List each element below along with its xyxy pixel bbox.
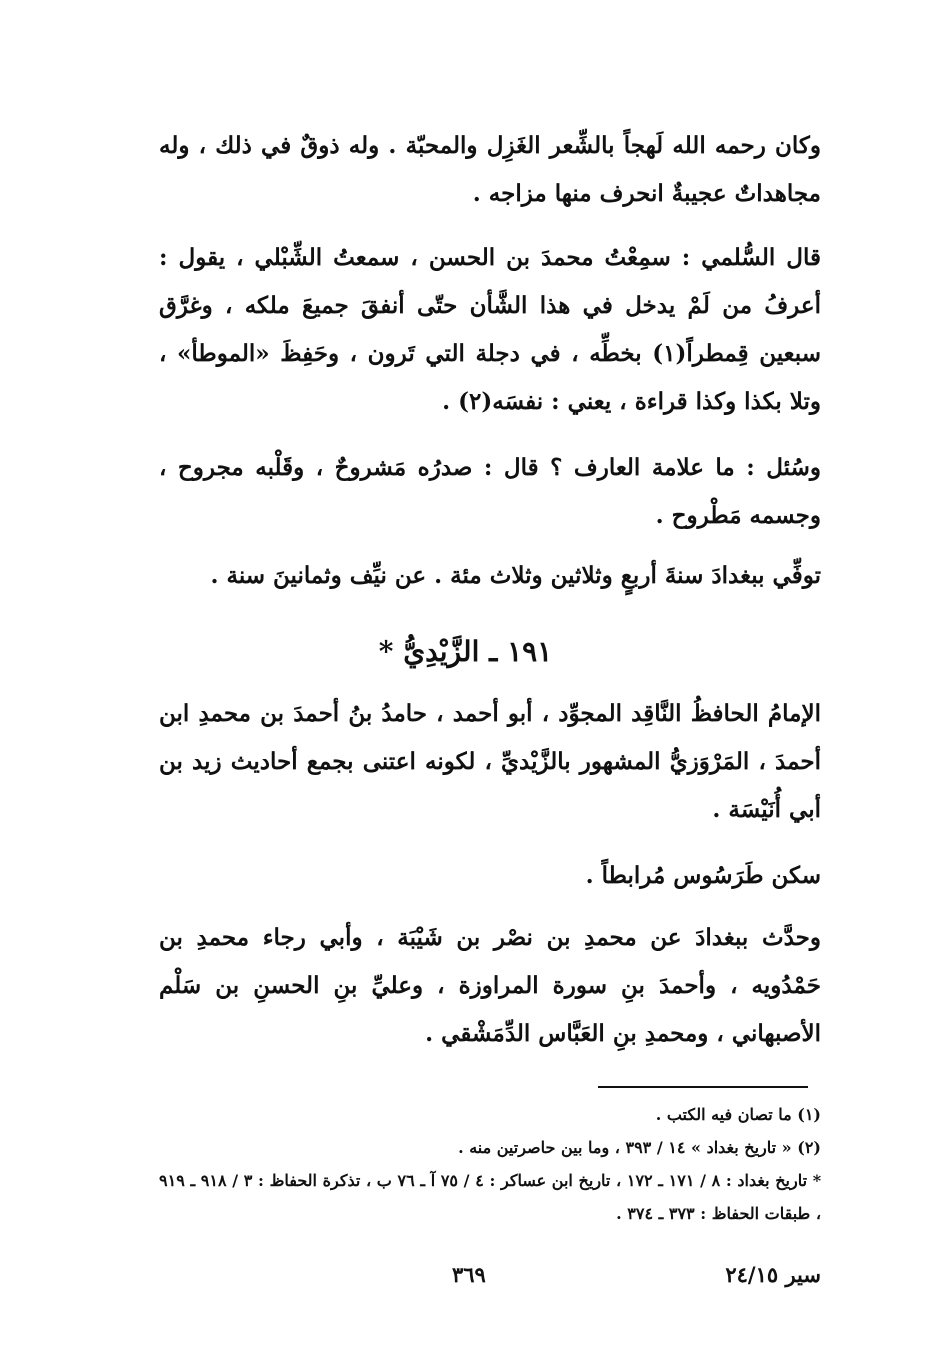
- footnote-1: (١) ما تصان فيه الكتب .: [655, 1105, 821, 1124]
- footnote-source: * تاريخ بغداد : ٨ / ١٧١ ـ ١٧٢ ، تاريخ ابن عساكر : ٤ / ٧٥ آ ـ ٧٦ ب ، تذكرة الحفاظ : ٣ / ٩١٨ ـ ٩١٩ ، طبقات الحفاظ : ٣٧٣ ـ ٣٧٤ .: [159, 1171, 822, 1223]
- page-number: ٣٦٩: [452, 1262, 486, 1287]
- paragraph-6: سكن طَرَسُوس مُرابطاً .: [585, 862, 821, 889]
- paragraph-4: توفِّي ببغدادَ سنةَ أربعٍ وثلاثين وثلاث مئة . عن نيِّف وثمانينَ سنة .: [210, 562, 821, 589]
- footnote-separator: [598, 1086, 808, 1088]
- paragraph-1: وكان رحمه الله لَهجاً بالشِّعر الغَزِل والمحبّة . وله ذوقٌ في ذلك ، وله مجاهداتٌ عجيبةٌ انحرف منها مزاجه .: [159, 132, 821, 207]
- paragraph-2: قال السُّلمي : سمِعْتُ محمدَ بن الحسن ، سمعتُ الشِّبْلي ، يقول : أعرفُ من لَمْ يدخل في هذا الشَّأن حتّى أنفقَ جميعَ ملكه ، وغرَّق سبعين قِمطراً(١) بخطِّه ، في دجلة التي تَرون ، وحَفِظَ «الموطأ» ، وتلا بكذا وكذا قراءة ، يعني : نفسَه(٢) .: [159, 244, 821, 415]
- volume-reference: سير ٢٤/١٥: [725, 1262, 821, 1287]
- entry-heading: ١٩١ ـ الزَّيْدِيُّ *: [378, 635, 553, 668]
- footnote-2: (٢) « تاريخ بغداد » ١٤ / ٣٩٣ ، وما بين حاصرتين منه .: [458, 1138, 821, 1157]
- paragraph-7: وحدَّث ببغدادَ عن محمدِ بن نصْر بن شَيْبَة ، وأبي رجاء محمدِ بن حَمْدُويه ، وأحمدَ بنِ سورة المراوزة ، وعليِّ بنِ الحسنِ بن سَلْم الأصبهاني ، ومحمدِ بنِ العَبَّاس الدِّمَشْقي .: [159, 924, 821, 1047]
- paragraph-3: وسُئل : ما علامة العارف ؟ قال : صدرُه مَشروحٌ ، وقَلْبه مجروح ، وجسمه مَطْروح .: [159, 454, 821, 529]
- paragraph-5: الإمامُ الحافظُ النَّاقِد المجوِّد ، أبو أحمد ، حامدُ بنُ أحمدَ بن محمدِ ابن أحمدَ ، المَرْوَزيُّ المشهور بالزَّيْديِّ ، لكونه اعتنى بجمع أحاديث زيد بن أبي أُنَيْسَة .: [159, 700, 821, 823]
